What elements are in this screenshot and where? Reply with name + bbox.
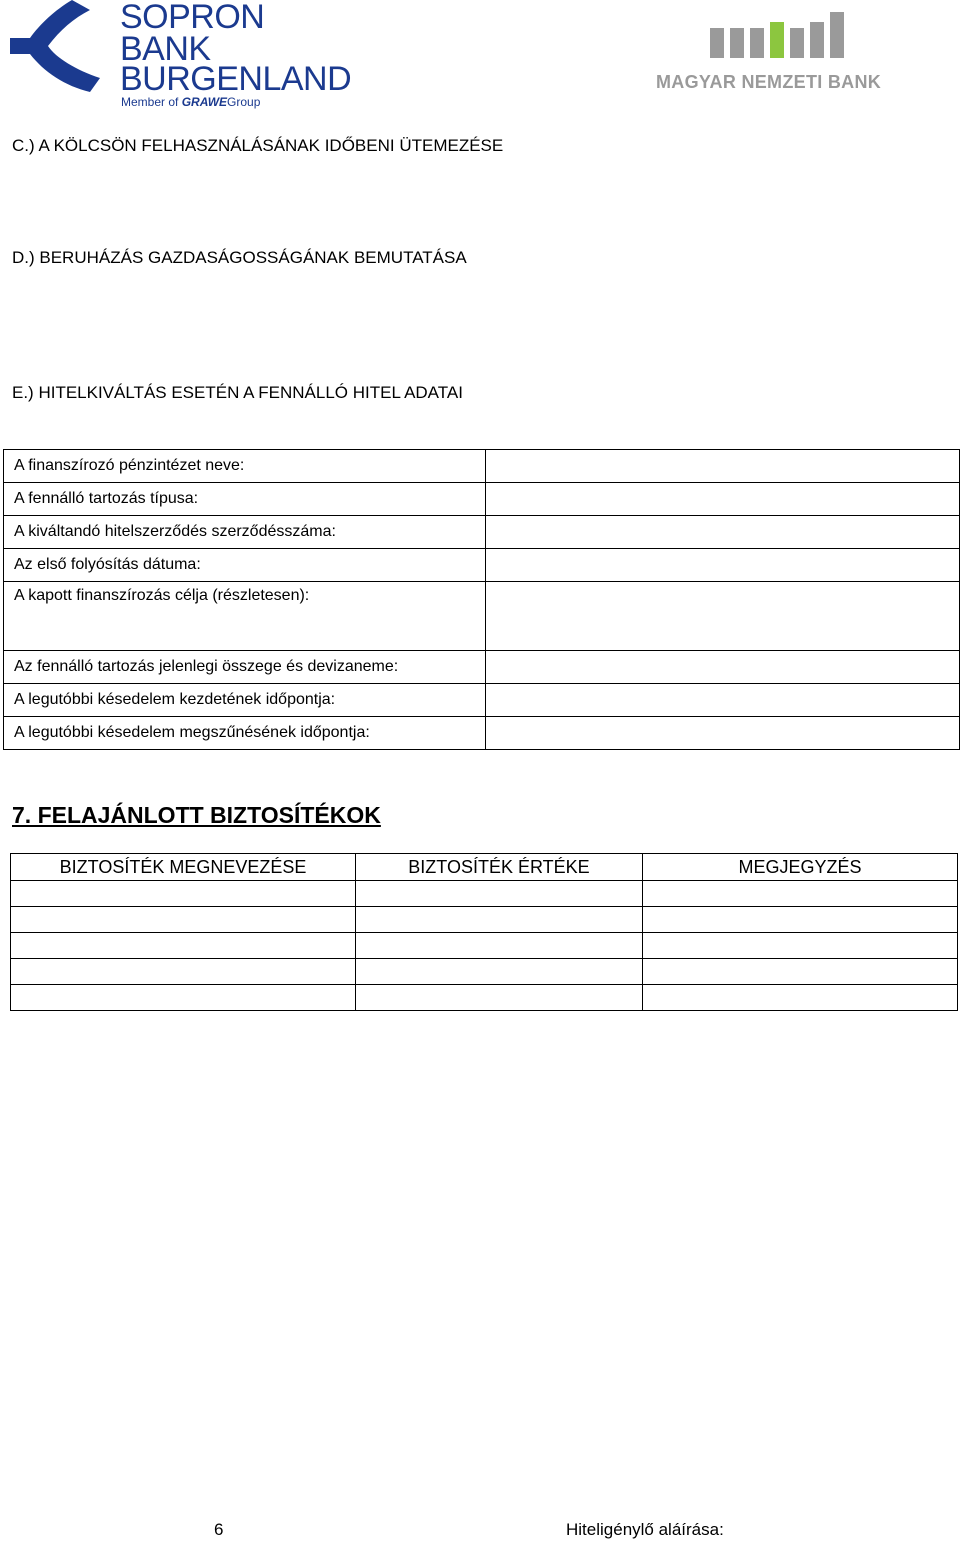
table-row bbox=[4, 717, 960, 750]
sopron-line1: SOPRON bbox=[120, 0, 265, 36]
table-row bbox=[11, 959, 958, 985]
collateral-value-cell[interactable] bbox=[356, 907, 643, 933]
row-label: Az első folyósítás dátuma: bbox=[4, 549, 486, 582]
table-row bbox=[4, 516, 960, 549]
collateral-value-cell[interactable] bbox=[356, 959, 643, 985]
row-label: A legutóbbi késedelem megszűnésének időpontja: bbox=[4, 717, 486, 750]
collateral-name-cell[interactable] bbox=[11, 933, 356, 959]
collateral-table bbox=[10, 853, 958, 1011]
section-c-heading: C.) A KÖLCSÖN FELHASZNÁLÁSÁNAK IDŐBENI ÜTEMEZÉSE bbox=[12, 136, 504, 155]
row-value-field[interactable] bbox=[485, 582, 959, 651]
signature-label: Hiteligénylő aláírása: bbox=[566, 1520, 724, 1539]
collateral-note-cell[interactable] bbox=[643, 881, 958, 907]
row-value-field[interactable] bbox=[485, 717, 959, 750]
sopron-line3: BURGENLAND bbox=[120, 60, 352, 98]
mnb-name: MAGYAR NEMZETI BANK bbox=[656, 72, 882, 92]
row-label: A kapott finanszírozás célja (részletesen): bbox=[4, 582, 486, 651]
collateral-note-cell[interactable] bbox=[643, 907, 958, 933]
table-row bbox=[4, 582, 960, 651]
collateral-name-cell[interactable] bbox=[11, 907, 356, 933]
row-value-field[interactable] bbox=[485, 516, 959, 549]
collateral-name-cell[interactable] bbox=[11, 881, 356, 907]
existing-loan-table bbox=[3, 449, 960, 750]
table-row bbox=[4, 651, 960, 684]
row-value-field[interactable] bbox=[485, 684, 959, 717]
row-label: A kiváltandó hitelszerződés szerződésszáma: bbox=[4, 516, 486, 549]
mnb-bars-icon bbox=[708, 10, 858, 60]
section-d-heading: D.) BERUHÁZÁS GAZDASÁGOSSÁGÁNAK BEMUTATÁSA bbox=[12, 248, 467, 267]
row-value-field[interactable] bbox=[485, 483, 959, 516]
collateral-note-cell[interactable] bbox=[643, 959, 958, 985]
collateral-value-cell[interactable] bbox=[356, 881, 643, 907]
collateral-value-cell[interactable] bbox=[356, 933, 643, 959]
row-label: A legutóbbi késedelem kezdetének időpontja: bbox=[4, 684, 486, 717]
collateral-name-cell[interactable] bbox=[11, 985, 356, 1011]
section-e-heading: E.) HITELKIVÁLTÁS ESETÉN A FENNÁLLÓ HITEL ADATAI bbox=[12, 383, 463, 402]
collateral-value-cell[interactable] bbox=[356, 985, 643, 1011]
table-row bbox=[4, 450, 960, 483]
sopron-line2: BANK bbox=[120, 30, 211, 68]
table-row bbox=[4, 549, 960, 582]
table-row bbox=[11, 881, 958, 907]
column-header: BIZTOSÍTÉK ÉRTÉKE bbox=[356, 854, 643, 881]
table-row bbox=[11, 933, 958, 959]
collateral-name-cell[interactable] bbox=[11, 959, 356, 985]
row-label: A finanszírozó pénzintézet neve: bbox=[4, 450, 486, 483]
table-row bbox=[4, 483, 960, 516]
page-number: 6 bbox=[214, 1520, 224, 1539]
sopron-bank-logo bbox=[10, 0, 352, 110]
section-7-heading: 7. FELAJÁNLOTT BIZTOSÍTÉKOK bbox=[12, 802, 381, 828]
column-header: BIZTOSÍTÉK MEGNEVEZÉSE bbox=[11, 854, 356, 881]
collateral-note-cell[interactable] bbox=[643, 933, 958, 959]
table-row bbox=[11, 907, 958, 933]
row-value-field[interactable] bbox=[485, 549, 959, 582]
mnb-logo bbox=[650, 10, 920, 100]
table-row bbox=[4, 684, 960, 717]
row-label: Az fennálló tartozás jelenlegi összege és devizaneme: bbox=[4, 651, 486, 684]
row-value-field[interactable] bbox=[485, 651, 959, 684]
row-value-field[interactable] bbox=[485, 450, 959, 483]
sopron-member-line: Member of GRAWEGroup bbox=[121, 95, 261, 109]
sopron-swoosh-icon bbox=[10, 0, 120, 96]
column-header: MEGJEGYZÉS bbox=[643, 854, 958, 881]
collateral-note-cell[interactable] bbox=[643, 985, 958, 1011]
table-row bbox=[11, 985, 958, 1011]
table-header-row bbox=[11, 854, 958, 881]
row-label: A fennálló tartozás típusa: bbox=[4, 483, 486, 516]
